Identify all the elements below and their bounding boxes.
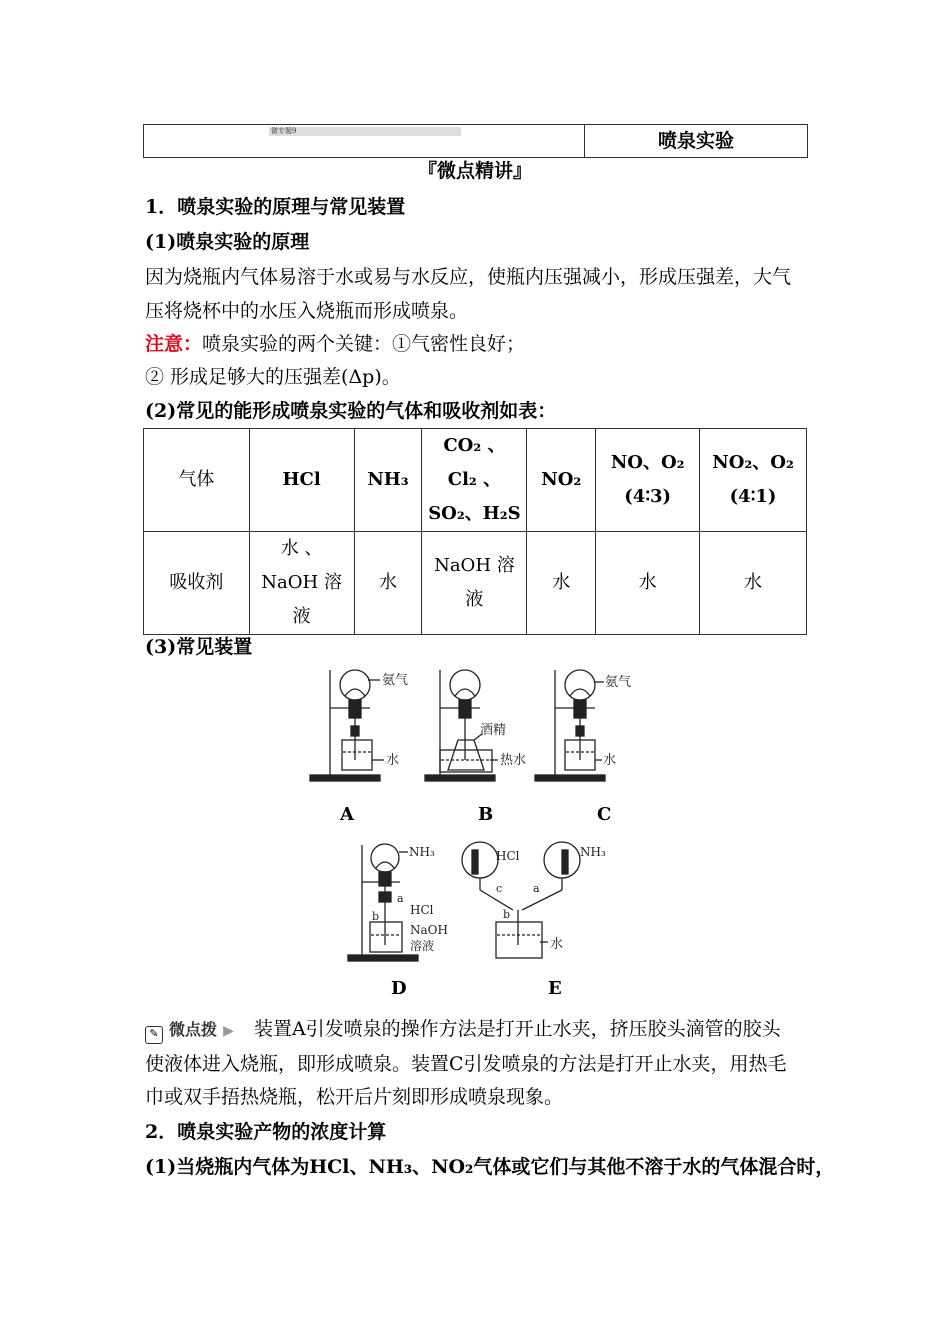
table-cell: 水 、 NaOH 溶液: [249, 532, 354, 635]
label-hot-water: 热水: [500, 753, 527, 768]
section-2-para-1: (1)当烧瓶内气体为HCl、NH₃、NO₂气体或它们与其他不溶于水的气体混合时，: [145, 1156, 835, 1178]
table-cell: NO₂: [527, 429, 596, 532]
table-row-head: 气体: [144, 429, 250, 532]
gas-absorbent-table: [143, 428, 807, 635]
label-solution-d: 溶液: [410, 939, 435, 953]
table-cell: NO₂、O₂ (4∶1): [700, 429, 807, 532]
section-2-title: 2．喷泉实验产物的浓度计算: [145, 1121, 387, 1143]
subsection-1-1: (1)喷泉实验的原理: [145, 231, 310, 253]
section-1-title: 1．喷泉实验的原理与常见装置: [145, 196, 406, 218]
label-b-d: b: [372, 910, 380, 923]
pencil-icon: ✎: [145, 1026, 163, 1044]
label-ammonia-a: 氨气: [382, 673, 409, 688]
table-cell: 水: [596, 532, 700, 635]
subsection-1-3: (3)常见装置: [145, 636, 253, 658]
subsection-1-2: (2)常见的能形成喷泉实验的气体和吸收剂如表：: [145, 400, 557, 422]
label-nh3-e: NH₃: [580, 845, 606, 859]
table-row-gas: [144, 429, 807, 532]
table-cell: 水: [354, 532, 422, 635]
tip-label: 微点拨: [169, 1020, 218, 1039]
note-text-1: 喷泉实验的两个关键：①气密性良好；: [202, 333, 526, 355]
table-cell: 水: [700, 532, 807, 635]
label-nh3-d: NH₃: [409, 845, 435, 859]
header-tag: 微专题9: [269, 127, 461, 136]
label-alcohol: 酒精: [480, 723, 507, 738]
tip-line-3: 巾或双手捂热烧瓶，松开后片刻即形成喷泉现象。: [145, 1086, 564, 1108]
tip-line-1: [145, 1014, 781, 1044]
page-title: 喷泉实验: [657, 130, 734, 152]
apparatus-d: [348, 844, 418, 961]
label-c-e: c: [496, 882, 503, 895]
apparatus-c: [535, 670, 605, 781]
table-cell: NH₃: [354, 429, 422, 532]
label-a-d: a: [397, 892, 404, 905]
label-a-e: a: [533, 882, 540, 895]
note-line-2: ② 形成足够大的压强差(Δp)。: [145, 366, 401, 388]
apparatus-a: [310, 670, 384, 781]
figure-label-c: C: [597, 804, 612, 825]
tip-text-1: 装置A引发喷泉的操作方法是打开止水夹，挤压胶头滴管的胶头: [253, 1018, 781, 1040]
table-cell: NaOH 溶液: [422, 532, 527, 635]
figure-label-d: D: [391, 978, 407, 999]
table-cell: CO₂ 、 Cl₂ 、 SO₂、H₂S: [422, 429, 527, 532]
figure-label-e: E: [548, 978, 562, 999]
header-box: [143, 124, 808, 158]
label-ammonia-c: 氨气: [605, 675, 632, 690]
principle-line-2: 压将烧杯中的水压入烧瓶而形成喷泉。: [145, 300, 469, 322]
figure-label-b: B: [478, 804, 494, 825]
principle-line-1: 因为烧瓶内气体易溶于水或易与水反应，使瓶内压强减小，形成压强差，大气: [145, 266, 792, 288]
note-line-1: [145, 329, 525, 356]
label-naoh-d: NaOH: [410, 923, 448, 937]
play-icon: ▶: [223, 1023, 234, 1039]
section-banner: 『微点精讲』: [417, 160, 532, 182]
label-water-a: 水: [386, 753, 400, 768]
figure-label-a: A: [340, 804, 354, 825]
label-water-e: 水: [550, 937, 564, 952]
table-row-absorbent: [144, 532, 807, 635]
note-label: 注意：: [145, 333, 203, 355]
table-cell: NO、O₂ (4∶3): [596, 429, 700, 532]
table-row-head: 吸收剂: [144, 532, 250, 635]
label-hcl-d: HCl: [410, 903, 434, 917]
label-b-e: b: [503, 908, 511, 921]
tip-line-2: 使液体进入烧瓶，即形成喷泉。装置C引发喷泉的方法是打开止水夹，用热毛: [145, 1053, 787, 1075]
label-water-c: 水: [603, 753, 617, 768]
label-hcl-e: HCl: [496, 849, 520, 863]
table-cell: 水: [527, 532, 596, 635]
table-cell: HCl: [249, 429, 354, 532]
